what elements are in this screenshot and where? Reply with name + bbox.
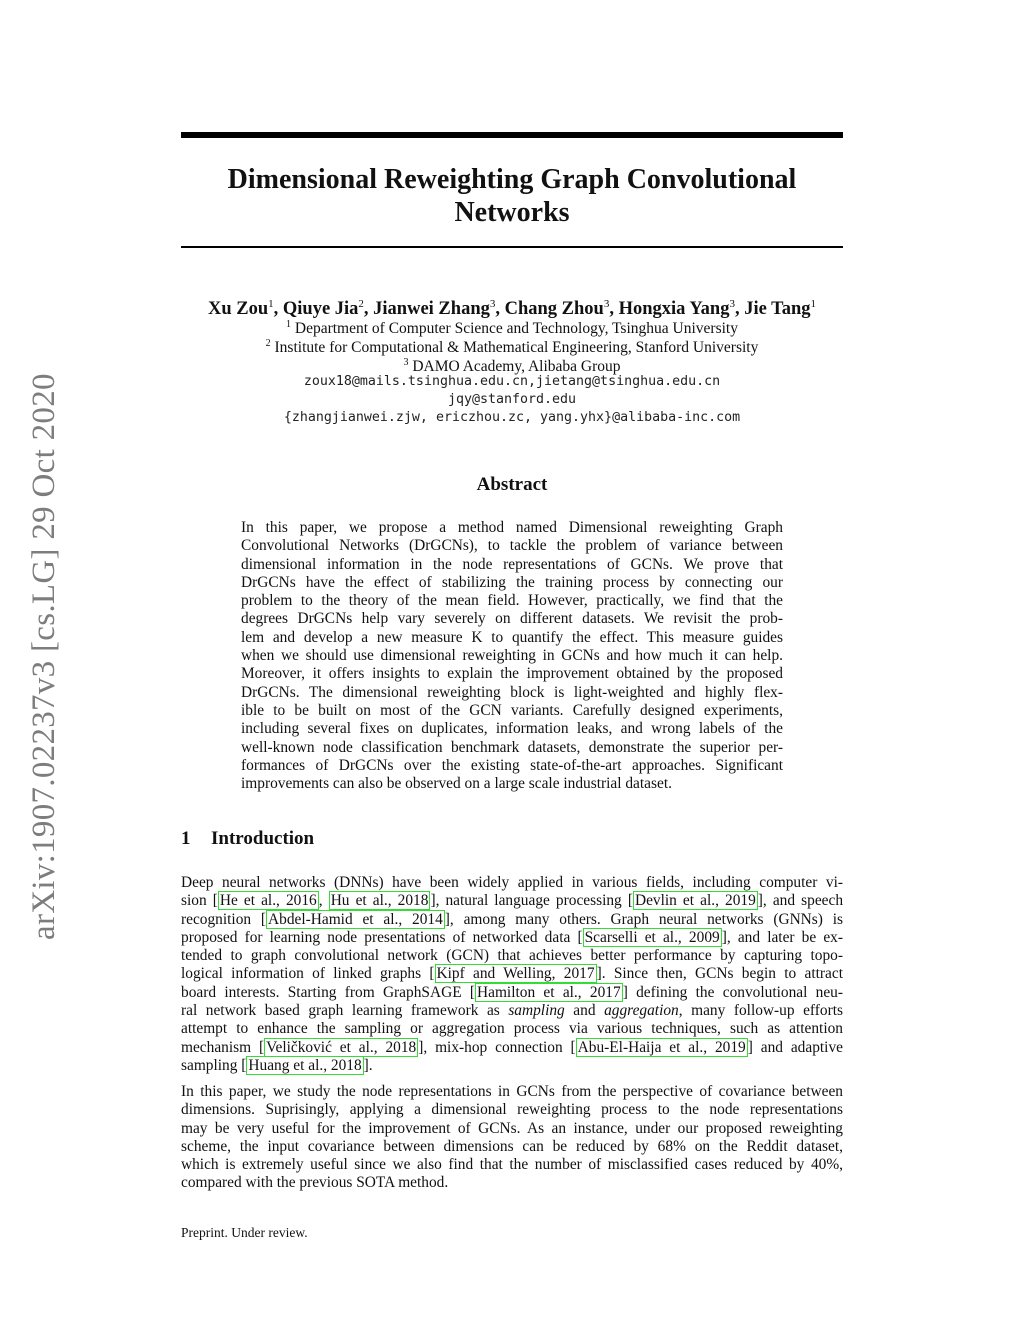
abstract-line: improvements can also be observed on a large scale industrial dataset.: [241, 775, 672, 793]
title-line-1: Dimensional Reweighting Graph Convolutional: [227, 164, 797, 195]
abstract-line: formances of DrGCNs over the existing state-of-the-art approaches. Significant: [241, 756, 783, 774]
citation-link[interactable]: He et al., 2016: [219, 892, 317, 910]
abstract-line: DrGCNs have the effect of stabilizing the training process by connecting our: [241, 573, 783, 591]
paragraph-line: proposed for learning node presentations of networked data [ Scarselli et al., 2009 ], and later be ex-: [181, 928, 843, 946]
intro-paragraph-2: [181, 1083, 843, 1193]
affiliation-1: $^1$ Department of Computer Science and Technology, Tsinghua University: [286, 319, 738, 338]
author-affiliation-mark: 3: [489, 298, 496, 310]
paragraph-line: attempt to enhance the sampling or aggregation process via various techniques, such as attention: [181, 1020, 843, 1038]
affiliation-2: $^2$ Institute for Computational & Mathematical Engineering, Stanford University: [265, 338, 759, 357]
paragraph-line: dimensions. Suprisingly, applying a dimensional reweighting process to the node representations: [181, 1101, 843, 1119]
citation-link[interactable]: Kipf and Welling, 2017: [436, 965, 595, 983]
author-list: Xu Zou$^1$, Qiuye Jia$^2$, Jianwei Zhang$^3$, Chang Zhou$^3$, Hongxia Yang$^3$, Jie Tang$^1$: [207, 298, 817, 320]
paragraph-line: ral network based graph learning framework as sampling and aggregation, many follow-up efforts: [181, 1002, 843, 1020]
paragraph-line: In this paper, we study the node representations in GCNs from the perspective of covariance between: [181, 1083, 843, 1100]
citation-link[interactable]: Huang et al., 2018: [248, 1056, 362, 1074]
title-bottom-rule: [181, 246, 843, 248]
title-line-2: Networks: [454, 197, 570, 228]
paragraph-line: sampling [ Huang et al., 2018 ].: [181, 1056, 373, 1074]
abstract-line: lem and develop a new measure K to quantify the effect. This measure guides: [241, 628, 783, 646]
paragraph-line: tended to graph convolutional network (GCN) that achieves better performance by capturing topo-: [181, 947, 843, 965]
author-name: Jie Tang: [744, 299, 811, 320]
section-number: 1: [181, 828, 191, 849]
section-heading: [181, 828, 314, 850]
abstract-line: problem to the theory of the mean field. However, practically, we find that the: [241, 592, 783, 610]
author-affiliation-mark: 2: [358, 298, 364, 310]
paragraph-line: Deep neural networks (DNNs) have been widely applied in various fields, including computer vi-: [181, 874, 843, 891]
citation-link[interactable]: Hu et al., 2018: [330, 892, 429, 910]
abstract-heading: Abstract: [476, 474, 548, 495]
abstract-line: Convolutional Networks (DrGCNs), to tackle the problem of variance between: [241, 537, 783, 555]
abstract-line: degrees DrGCNs help vary severely on different datasets. We revisit the prob-: [241, 610, 783, 628]
paragraph-line: recognition [ Abdel-Hamid et al., 2014 ], among many others. Graph neural networks (GNNs) is: [181, 910, 843, 928]
paragraph-line: logical information of linked graphs [ Kipf and Welling, 2017 ]. Since then, GCNs begin to attract: [181, 965, 843, 983]
author-name: Qiuye Jia: [282, 299, 359, 320]
author-name: Hongxia Yang: [618, 299, 730, 320]
citation-link[interactable]: Abdel-Hamid et al., 2014: [268, 910, 443, 928]
citation-link[interactable]: Abu-El-Haija et al., 2019: [577, 1038, 746, 1056]
email-line: zoux18@mails.tsinghua.edu.cn,jietang@tsinghua.edu.cn: [303, 374, 721, 389]
abstract-line: when we should use dimensional reweighting in GCNs and how much it can help.: [241, 647, 783, 665]
abstract-line: In this paper, we propose a method named Dimensional reweighting Graph: [241, 519, 783, 536]
author-name: Chang Zhou: [504, 299, 604, 320]
author-affiliation-mark: 3: [603, 298, 610, 310]
abstract-line: including several fixes on duplicates, information leaks, and wrong labels of the: [241, 720, 783, 738]
paragraph-line: which is extremely useful since we also find that the number of misclassified cases reduced by 40%,: [181, 1156, 843, 1174]
preprint-footer: Preprint. Under review.: [181, 1225, 308, 1240]
affiliation-3: $^3$ DAMO Academy, Alibaba Group: [403, 357, 621, 376]
paragraph-line: board interests. Starting from GraphSAGE [ Hamilton et al., 2017 ] defining the convolutional neu-: [181, 983, 843, 1001]
citation-link[interactable]: Devlin et al., 2019: [634, 892, 756, 910]
abstract-line: ible to be built on most of the GCN variants. Carefully designed experiments,: [241, 701, 783, 719]
paragraph-line: scheme, the input covariance between dimensions can be reduced by 68% on the Reddit dataset,: [181, 1137, 843, 1155]
author-affiliation-mark: 1: [268, 298, 274, 310]
abstract-body: [241, 519, 783, 793]
author-affiliation-mark: 3: [729, 298, 735, 310]
section-title: Introduction: [211, 828, 315, 849]
paragraph-line: sion [ He et al., 2016 , Hu et al., 2018 ], natural language processing [ Devlin et al., 2019 ], and speech: [181, 892, 844, 910]
citation-link[interactable]: Scarselli et al., 2009: [584, 928, 720, 946]
paragraph-line: mechanism [ Veličković et al., 2018 ], mix-hop connection [ Abu-El-Haija et al., 2019 ] and adaptive: [181, 1038, 843, 1056]
abstract-line: Moreover, it offers insights to explain the improvement obtained by the proposed: [241, 665, 783, 683]
abstract-line: DrGCNs. The dimensional reweighting block is light-weighted and highly flex-: [241, 683, 783, 701]
intro-paragraph-1: [181, 874, 843, 1075]
title-top-rule: [181, 132, 843, 138]
citation-link[interactable]: Hamilton et al., 2017: [477, 983, 621, 1001]
author-name: Xu Zou: [207, 299, 269, 320]
paragraph-line: compared with the previous SOTA method.: [181, 1174, 449, 1192]
paragraph-line: may be very useful for the improvement of GCNs. As an instance, under our proposed reweighting: [181, 1119, 843, 1137]
paper-title: [181, 163, 843, 229]
author-affiliation-mark: 1: [810, 298, 817, 310]
email-line: {zhangjianwei.zjw, ericzhou.zc, yang.yhx}@alibaba-inc.com: [283, 410, 741, 425]
author-name: Jianwei Zhang: [373, 299, 490, 320]
abstract-line: well-known node classification benchmark datasets, demonstrate the superior per-: [241, 738, 783, 756]
email-line: jqy@stanford.edu: [447, 392, 577, 407]
abstract-line: dimensional information in the node representations of GCNs. We prove that: [241, 555, 783, 573]
citation-link[interactable]: Veličković et al., 2018: [266, 1038, 417, 1056]
arxiv-identifier: arXiv:1907.02237v3 [cs.LG] 29 Oct 2020: [26, 373, 62, 940]
